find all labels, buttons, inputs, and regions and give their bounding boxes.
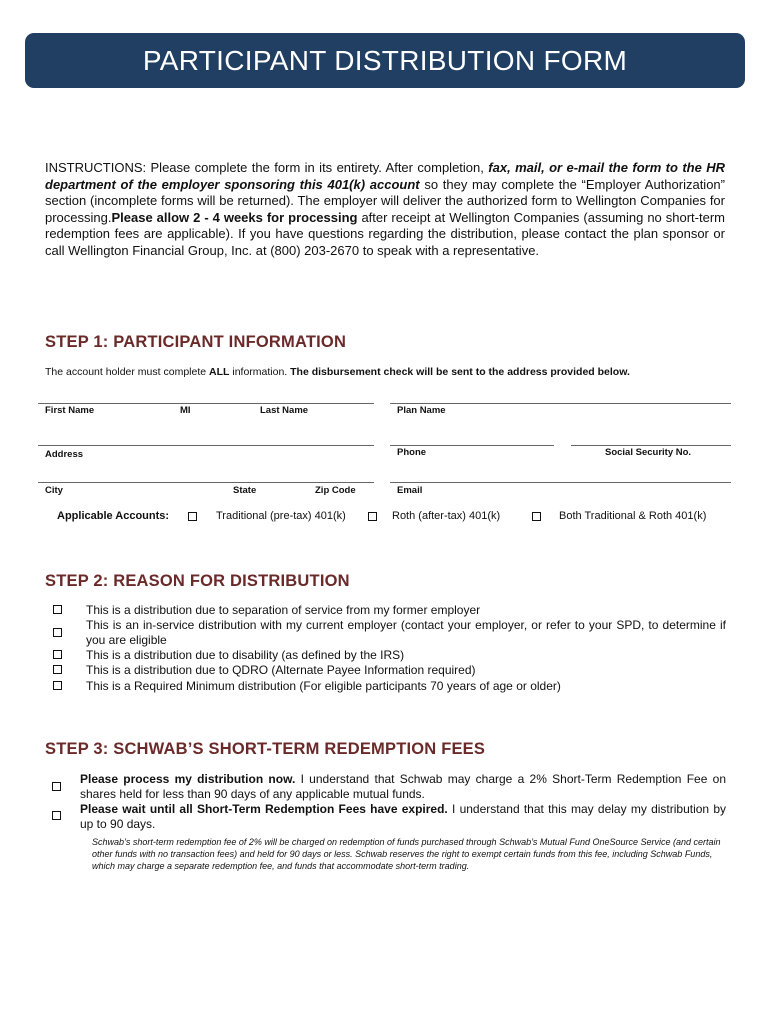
note-text-c: information.	[229, 366, 291, 378]
traditional-label: Traditional (pre-tax) 401(k)	[216, 510, 346, 522]
plan-name-label: Plan Name	[397, 405, 446, 416]
redemption-fee-fine-print: Schwab’s short-term redemption fee of 2% will be charged on redemption of funds purchased through Schwab’s Mutual Fund OneSource Service (and certain other funds with no transaction fees) and held for 90 days or less. Schwab reserves the right to exempt certain funds from this fee, including Schwab Funds, which may charge a separate redemption fee, and funds that accommodate short-term trading.	[92, 837, 721, 871]
instructions-send-to: fax, mail, or e-mail the form to the HR department of the employer sponsoring this 401(k) account	[45, 160, 725, 192]
roth-label: Roth (after-tax) 401(k)	[392, 510, 501, 522]
step2-heading: STEP 2: REASON FOR DISTRIBUTION	[45, 572, 350, 590]
city-label: City	[45, 485, 63, 496]
mi-label: MI	[180, 405, 191, 416]
instructions-end: after receipt at Wellington Companies (assuming no short-term redemption fees are applicable). If you have questions regarding the distribution, please contact the plan sponsor or call Wellington Financial Group, Inc. at (800) 203-2670 to speak with a representative.	[45, 209, 725, 258]
both-checkbox[interactable]	[532, 512, 541, 521]
reason-qdro-checkbox[interactable]	[53, 665, 62, 674]
instructions-intro: INSTRUCTIONS: Please complete the form in its entirety. After completion,	[45, 160, 489, 175]
step3-heading: STEP 3: SCHWAB’S SHORT-TERM REDEMPTION FEES	[45, 740, 486, 758]
reason-rmd-checkbox[interactable]	[53, 681, 62, 690]
state-label: State	[233, 485, 257, 496]
reason-disability-checkbox[interactable]	[53, 650, 62, 659]
note-text-disbursement: The disbursement check will be sent to the address provided below.	[290, 366, 630, 378]
instructions-processing-time: Please allow 2 - 4 weeks for processing	[111, 209, 358, 225]
ssn-field-line[interactable]	[571, 445, 731, 446]
step1-heading: STEP 1: PARTICIPANT INFORMATION	[45, 333, 347, 351]
first-name-label: First Name	[45, 405, 95, 416]
both-label: Both Traditional & Roth 401(k)	[559, 510, 707, 522]
ssn-label: Social Security No.	[605, 447, 692, 458]
wait-text: I understand that this may delay my distribution by up to 90 days.	[80, 802, 727, 831]
reason-rmd: This is a Required Minimum distribution (For eligible participants 70 years of age or older)	[86, 679, 561, 693]
process-now-bold: Please process my distribution now.	[80, 772, 296, 786]
wait-bold: Please wait until all Short-Term Redemption Fees have expired.	[80, 802, 448, 816]
reason-disability: This is a distribution due to disability (as defined by the IRS)	[86, 648, 405, 662]
name-field-line[interactable]	[38, 403, 374, 404]
phone-field-line[interactable]	[390, 445, 554, 446]
address-label: Address	[45, 449, 84, 460]
traditional-checkbox[interactable]	[188, 512, 197, 521]
instructions-middle: so they may complete the “Employer Authorization” section (incomplete forms will be returned). The employer will deliver the authorized form to Wellington Companies for processing.	[45, 176, 725, 225]
process-now-checkbox[interactable]	[52, 782, 61, 791]
reason-in-service: This is an in-service distribution with my current employer (contact your employer, or refer to your SPD, to determine if you are eligible	[86, 618, 726, 647]
process-now-text: I understand that Schwab may charge a 2% Short-Term Redemption Fee on shares held for less than 90 days of any applicable mutual funds.	[80, 772, 726, 801]
address-field-line[interactable]	[38, 445, 374, 446]
note-text-a: The account holder must complete	[45, 366, 210, 378]
plan-name-field-line[interactable]	[390, 403, 731, 404]
phone-label: Phone	[397, 447, 427, 458]
title-banner	[25, 33, 745, 88]
reason-in-service-checkbox[interactable]	[53, 628, 62, 637]
form-title: PARTICIPANT DISTRIBUTION FORM	[142, 44, 628, 76]
wait-checkbox[interactable]	[52, 811, 61, 820]
process-now-option	[80, 772, 726, 802]
reason-qdro: This is a distribution due to QDRO (Alternate Payee Information required)	[86, 663, 476, 677]
applicable-accounts-label: Applicable Accounts:	[57, 510, 170, 522]
reason-separation-checkbox[interactable]	[53, 605, 62, 614]
reason-separation: This is a distribution due to separation of service from my former employer	[86, 603, 481, 617]
instructions-paragraph	[45, 160, 725, 259]
email-label: Email	[397, 485, 423, 496]
last-name-label: Last Name	[260, 405, 309, 416]
email-field-line[interactable]	[390, 482, 731, 483]
city-state-zip-field-line[interactable]	[38, 482, 374, 483]
roth-checkbox[interactable]	[368, 512, 377, 521]
zip-label: Zip Code	[315, 485, 356, 496]
step1-note	[45, 366, 630, 378]
wait-option	[80, 802, 726, 832]
note-text-all: ALL	[209, 366, 230, 378]
